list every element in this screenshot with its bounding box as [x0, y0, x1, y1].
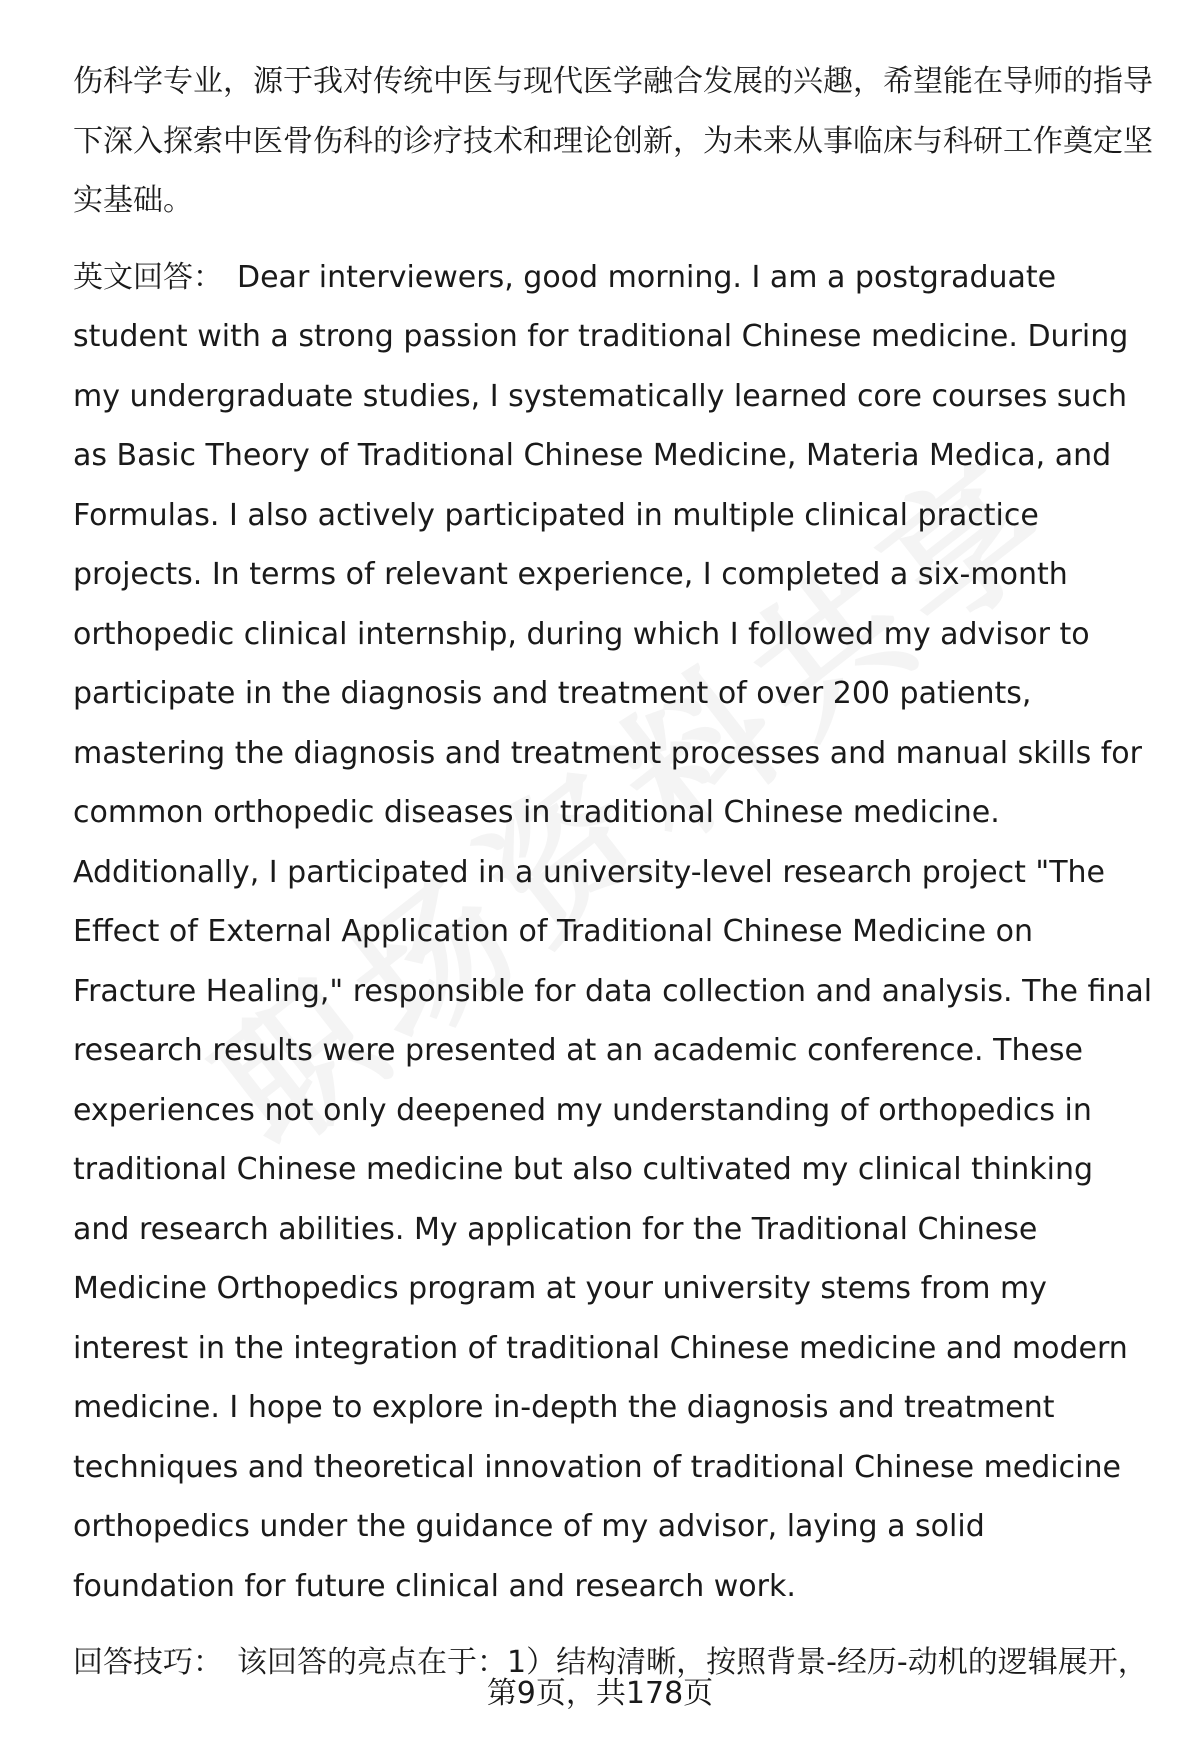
english-answer-label: 英文回答： — [73, 259, 223, 295]
english-answer-text: Dear interviewers, good morning. I am a postgraduate student with a strong passion for traditional Chinese medicine. During my undergraduate studies, I systematically learned core courses such as Basic Theory of Traditional Chinese Medicine, Materia Medica, and Formulas. I also actively participated in multiple clinical practice projects. In terms of relevant experience, I completed a six-month orthopedic clinical internship, during which I followed my advisor to participate in the diagnosis and treatment of over 200 patients, mastering the diagnosis and treatment processes and manual skills for common orthopedic diseases in traditional Chinese medicine. Additionally, I participated in a university-level research project "The Effect of External Application of Traditional Chinese Medicine on Fracture Healing," responsible for data collection and analysis. The final research results were presented at an academic conference. These experiences not only deepened my understanding of orthopedics in traditional Chinese medicine but also cultivated my clinical thinking and research abilities. My application for the Traditional Chinese Medicine Orthopedics program at your university stems from my interest in the integration of traditional Chinese medicine and modern medicine. I hope to explore in-depth the diagnosis and treatment techniques and theoretical innovation of traditional Chinese medicine orthopedics under the guidance of my advisor, laying a solid foundation for future clinical and research work. — [73, 259, 1153, 1604]
answer-tips-label: 回答技巧： — [73, 1645, 223, 1680]
page-number-footer: 第9页，共178页 — [486, 1676, 714, 1711]
answer-tips-text: 该回答的亮点在于：1）结构清晰，按照背景-经历-动机的逻辑展开， — [237, 1645, 1148, 1680]
document-body — [73, 52, 1153, 1693]
paragraph-intro-continuation: 伤科学专业，源于我对传统中医与现代医学融合发展的兴趣，希望能在导师的指导下深入探索中医骨伤科的诊疗技术和理论创新，为未来从事临床与科研工作奠定坚实基础。 — [73, 64, 1153, 218]
paragraph-english-answer — [73, 248, 1153, 1617]
